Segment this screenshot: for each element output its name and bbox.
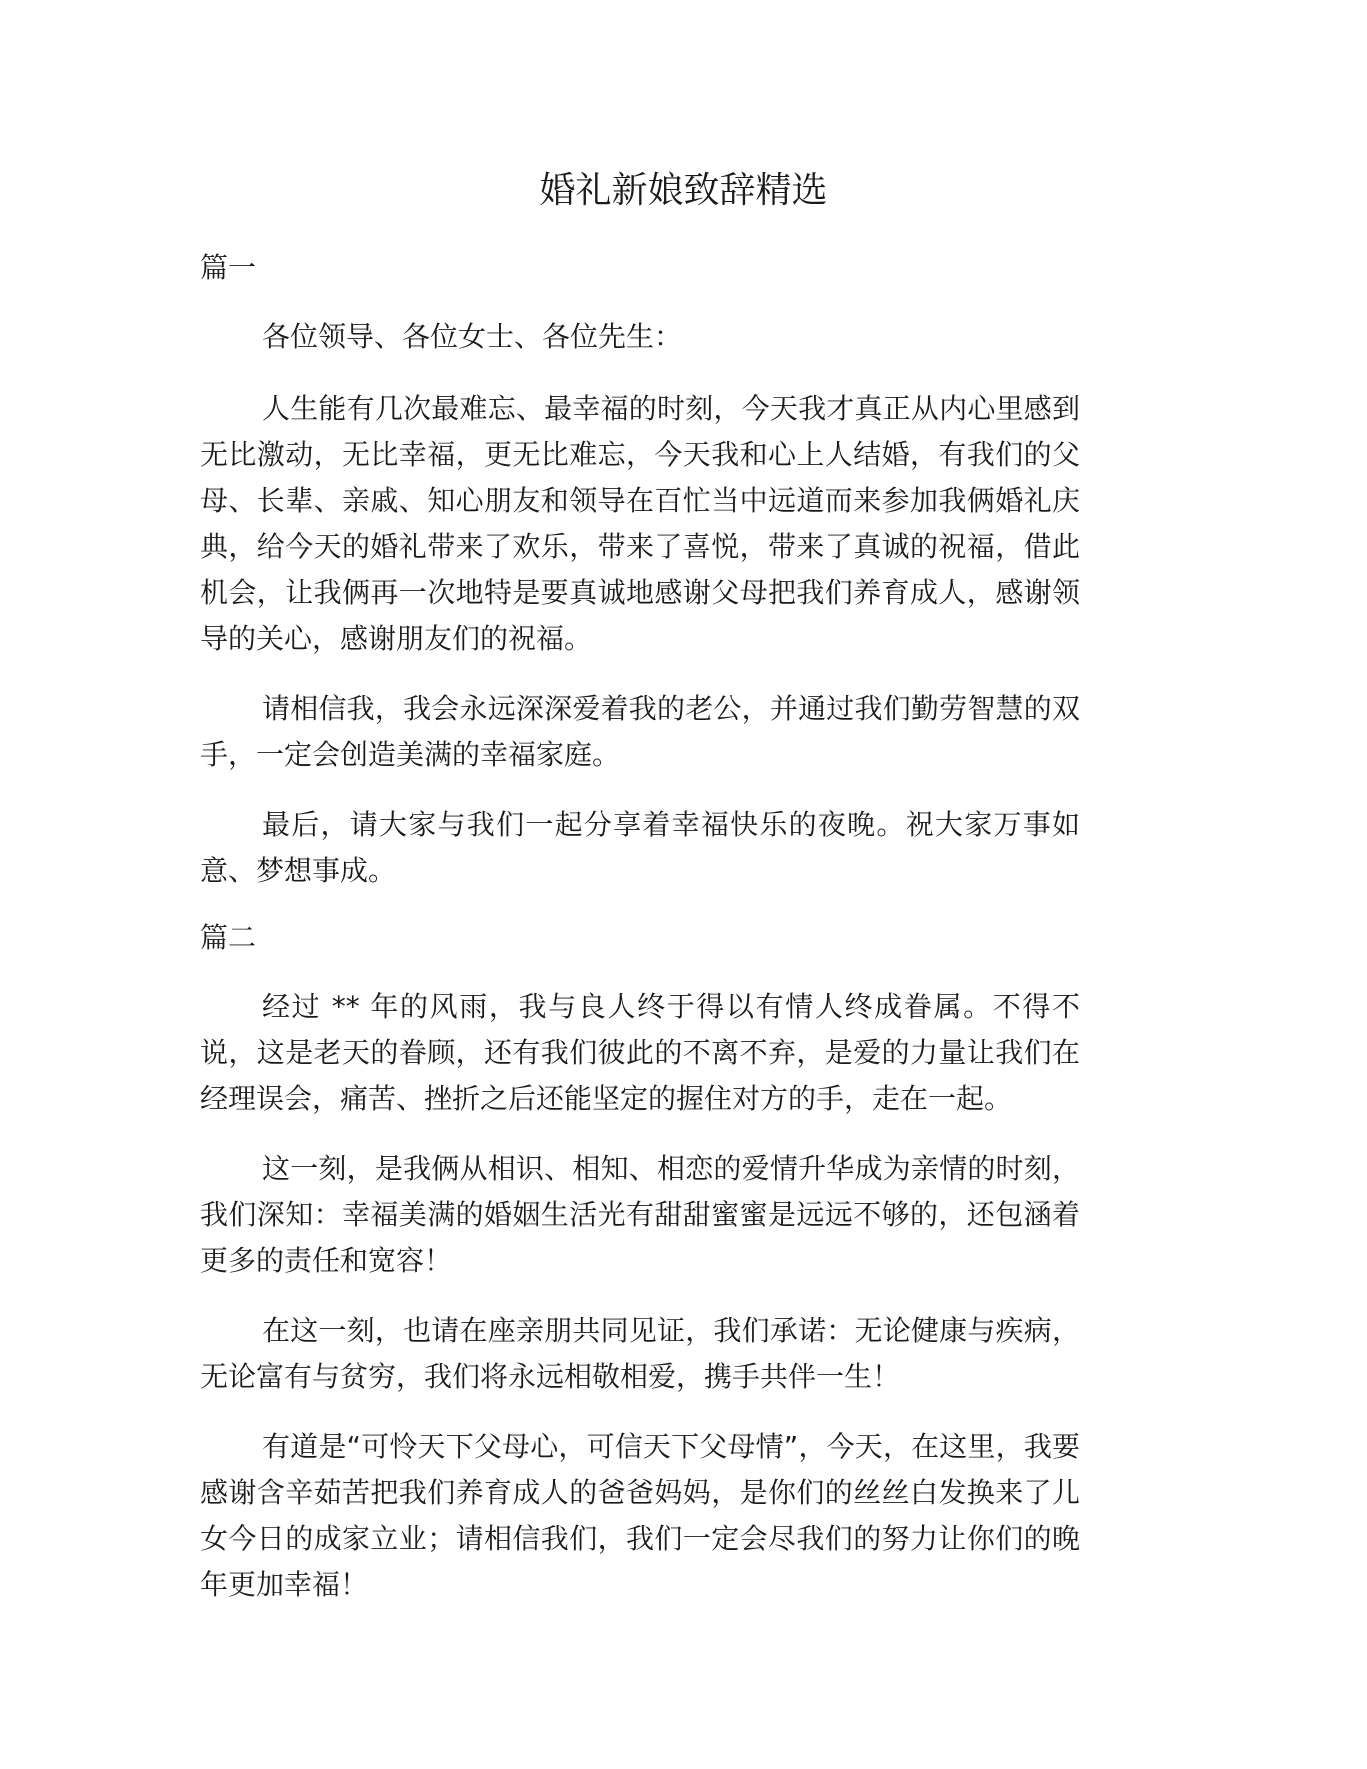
paragraph: 最后，请大家与我们一起分享着幸福快乐的夜晚。祝大家万事如意、梦想事成。 — [200, 808, 1080, 887]
section-1 — [200, 248, 1080, 894]
document-title: 婚礼新娘致辞精选 — [539, 170, 828, 211]
paragraph: 各位领导、各位女士、各位先生： — [262, 320, 683, 353]
section-heading: 篇二 — [200, 921, 257, 954]
document-body — [200, 248, 1080, 1632]
paragraph: 在这一刻，也请在座亲朋共同见证，我们承诺：无论健康与疾病，无论富有与贫穷，我们将永远相敬相爱，携手共伴一生！ — [200, 1314, 1080, 1393]
paragraph: 有道是“可怜天下父母心，可信天下父母情”，今天，在这里，我要感谢含辛茹苦把我们养育成人的爸爸妈妈，是你们的丝丝白发换来了儿女今日的成家立业；请相信我们，我们一定会尽我们的努力让你们的晚年更加幸福！ — [200, 1430, 1080, 1601]
paragraph: 人生能有几次最难忘、最幸福的时刻，今天我才真正从内心里感到无比激动，无比幸福，更无比难忘，今天我和心上人结婚，有我们的父母、长辈、亲戚、知心朋友和领导在百忙当中远道而来参加我俩婚礼庆典，给今天的婚礼带来了欢乐，带来了喜悦，带来了真诚的祝福，借此机会，让我俩再一次地特是要真诚地感谢父母把我们养育成人，感谢领导的关心，感谢朋友们的祝福。 — [200, 392, 1080, 655]
paragraph: 请相信我，我会永远深深爱着我的老公，并通过我们勤劳智慧的双手，一定会创造美满的幸福家庭。 — [200, 692, 1080, 771]
section-heading: 篇一 — [200, 251, 257, 284]
paragraph: 经过 ** 年的风雨，我与良人终于得以有情人终成眷属。不得不说，这是老天的眷顾，还有我们彼此的不离不弃，是爱的力量让我们在经理误会，痛苦、挫折之后还能坚定的握住对方的手，走在一起。 — [200, 990, 1080, 1115]
paragraph: 这一刻，是我俩从相识、相知、相恋的爱情升华成为亲情的时刻，我们深知：幸福美满的婚姻生活光有甜甜蜜蜜是远远不够的，还包涵着更多的责任和宽容！ — [200, 1152, 1080, 1277]
section-2 — [200, 918, 1080, 1608]
